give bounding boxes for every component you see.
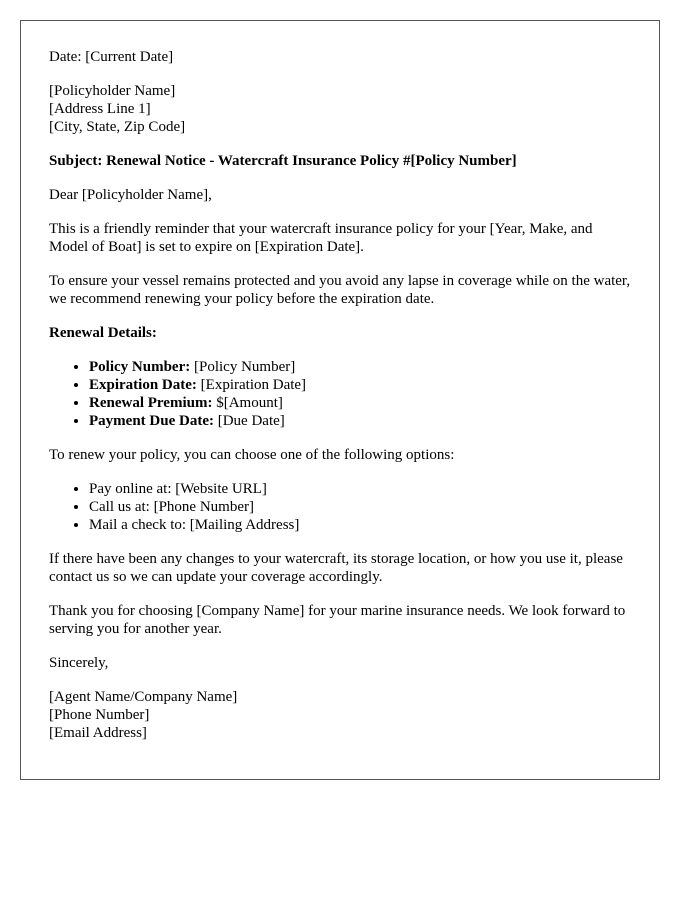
detail-value: $[Amount]	[212, 395, 283, 411]
date-line: Date: [Current Date]	[49, 49, 174, 65]
detail-label: Renewal Premium:	[89, 395, 213, 411]
detail-value: [Due Date]	[213, 413, 285, 429]
renewal-options-list	[49, 480, 631, 534]
signature-email: [Email Address]	[49, 725, 147, 741]
detail-renewal-premium	[89, 394, 631, 412]
detail-label: Expiration Date:	[89, 377, 197, 393]
signature-block	[49, 688, 631, 742]
option-mail-check: • Mail a check to: [Mailing Address]	[89, 516, 631, 534]
option-pay-online: • Pay online at: [Website URL]	[89, 480, 631, 498]
signature-name: [Agent Name/Company Name]	[49, 689, 238, 705]
detail-payment-due-date	[89, 412, 631, 430]
closing: Sincerely,	[49, 655, 109, 671]
detail-label: Policy Number:	[89, 359, 191, 375]
renewal-letter	[20, 20, 660, 780]
subject-line: Subject: Renewal Notice - Watercraft Insurance Policy #[Policy Number]	[49, 153, 517, 169]
recipient-address-line-1: [Address Line 1]	[49, 101, 151, 117]
recipient-address	[49, 82, 631, 136]
thank-you-paragraph: Thank you for choosing [Company Name] for your marine insurance needs. We look forward to serving you for another year.	[49, 603, 626, 637]
detail-label: Payment Due Date:	[89, 413, 214, 429]
signature-phone: [Phone Number]	[49, 707, 150, 723]
protection-paragraph: To ensure your vessel remains protected and you avoid any lapse in coverage while on the water, we recommend renewing your policy before the expiration date.	[49, 273, 631, 307]
options-intro: To renew your policy, you can choose one of the following options:	[49, 447, 455, 463]
renewal-details-list	[49, 358, 631, 430]
detail-value: [Expiration Date]	[196, 377, 307, 393]
salutation: Dear [Policyholder Name],	[49, 187, 212, 203]
detail-expiration-date	[89, 376, 631, 394]
option-call: • Call us at: [Phone Number]	[89, 498, 631, 516]
recipient-city-state-zip: [City, State, Zip Code]	[49, 119, 186, 135]
changes-paragraph: If there have been any changes to your watercraft, its storage location, or how you use it, please contact us so we can update your coverage accordingly.	[49, 551, 623, 585]
renewal-details-heading: Renewal Details:	[49, 325, 157, 341]
reminder-paragraph: This is a friendly reminder that your watercraft insurance policy for your [Year, Make, and Model of Boat] is set to expire on [Expiration Date].	[49, 221, 593, 255]
detail-policy-number	[89, 358, 631, 376]
detail-value: [Policy Number]	[190, 359, 296, 375]
recipient-name: [Policyholder Name]	[49, 83, 176, 99]
